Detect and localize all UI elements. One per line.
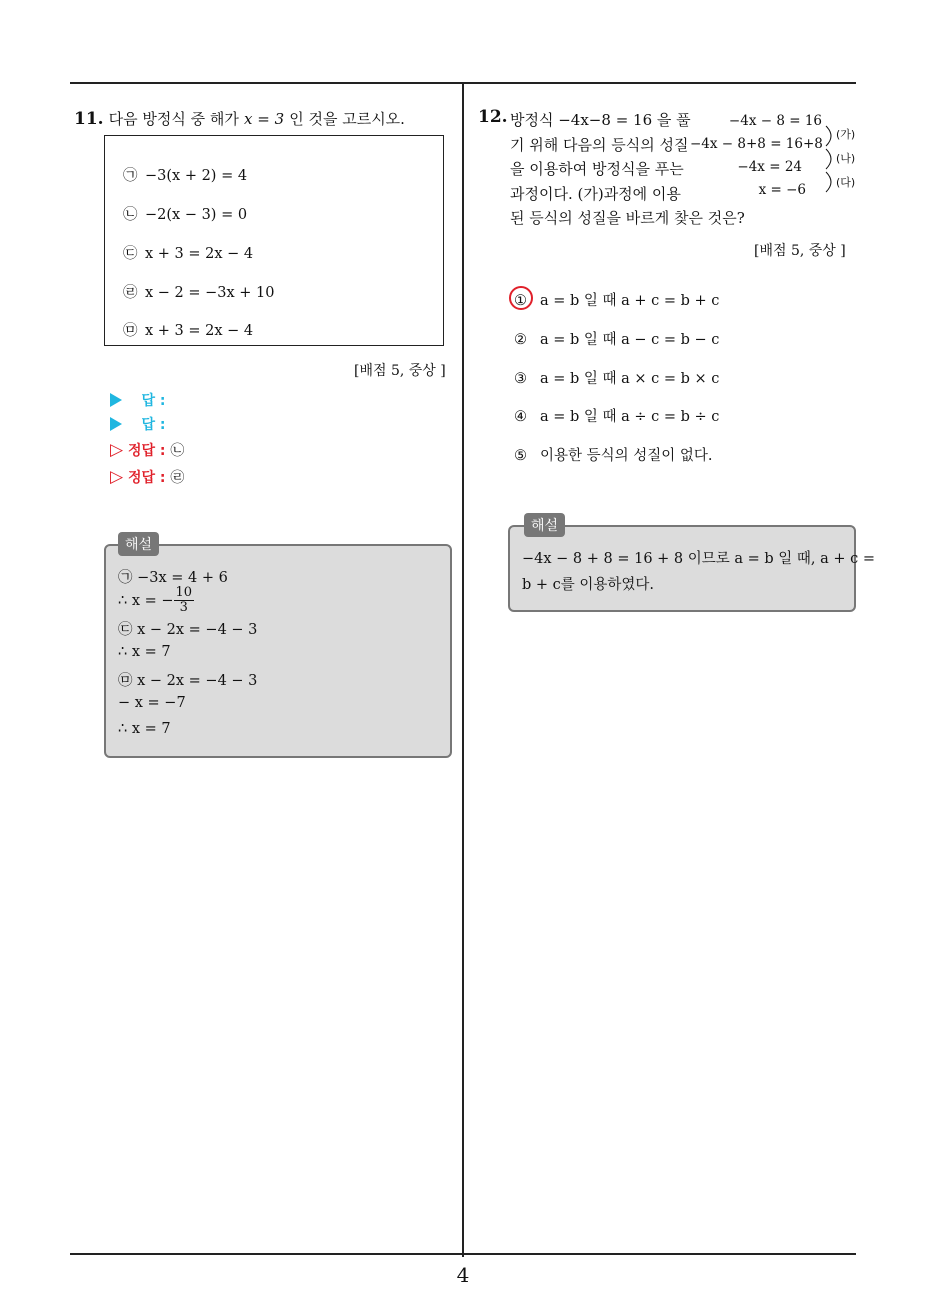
q11-prompt-after: 인 것을 고르시오. <box>289 110 405 128</box>
q11-exp-line: ∴ x = 7 <box>118 644 171 660</box>
q12-choice[interactable]: ④ a = b 일 때 a ÷ c = b ÷ c <box>514 409 720 425</box>
q11-answer-row: 답 : <box>110 390 166 410</box>
q11-item: ㉤ x + 3 = 2x − 4 <box>123 323 254 339</box>
q12-choice[interactable]: ③ a = b 일 때 a × c = b × c <box>514 371 720 387</box>
q12-explanation-tag: 해설 <box>524 513 565 537</box>
q12-exp-line: b + c를 이용하였다. <box>522 577 655 593</box>
q11-exp-line: ∴ x = − $\frac{10}{3}$ <box>118 585 193 616</box>
q11-item: ㉢ x + 3 = 2x − 4 <box>123 246 254 262</box>
q12-step: −4x = 24 <box>737 159 802 175</box>
q11-item: ㉣ x − 2 = −3x + 10 <box>123 285 275 301</box>
q11-prompt-math: x = 3 <box>244 110 285 128</box>
q11-exp-line: ㉤ x − 2x = −4 − 3 <box>118 673 258 689</box>
q11-answer-row: 답 : <box>110 414 166 434</box>
q11-correct-row: ▷ 정답 : ㉣ <box>110 467 185 487</box>
q12-choice[interactable]: ⑤ 이용한 등식의 성질이 없다. <box>514 448 713 464</box>
q11-exp-line: − x = −7 <box>118 695 186 711</box>
q11-correct-row: ▷ 정답 : ㉡ <box>110 440 185 460</box>
q12-step: x = −6 <box>758 182 806 198</box>
q12-step: −4x − 8+8 = 16+8 <box>690 136 823 152</box>
q11-header <box>74 108 405 129</box>
q11-exp-line: ㉢ x − 2x = −4 − 3 <box>118 622 258 638</box>
q11-item: ㉡ −2(x − 3) = 0 <box>123 207 248 223</box>
q12-score: [배점 5, 중상 ] <box>754 243 846 259</box>
q11-exp-line: ㉠ −3x = 4 + 6 <box>118 570 228 586</box>
q12-step-label: (다) <box>836 176 856 189</box>
q12-number: 12. <box>478 107 508 127</box>
q11-explanation-tag: 해설 <box>118 532 159 556</box>
q11-item: ㉠ −3(x + 2) = 4 <box>123 168 248 184</box>
outline-triangle-icon: ▷ <box>110 467 124 487</box>
q12-steps <box>690 113 822 205</box>
q12-choice[interactable]: ① a = b 일 때 a + c = b + c <box>514 293 720 309</box>
q11-prompt-before: 다음 방정식 중 해가 <box>108 110 239 128</box>
q11-options-box <box>104 135 444 346</box>
q11-score: [배점 5, 중상 ] <box>354 363 446 379</box>
q12-step-label: (가) <box>836 128 856 141</box>
fraction: $\frac{10}{3}$ <box>175 585 193 616</box>
q12-text: 방정식 −4x−8 = 16 을 풀 기 위해 다음의 등식의 성질 을 이용하여 방정식을 푸는 과정이다. (가)과정에 이용 된 등식의 성질을 바르게 찾은 것은? <box>510 111 745 227</box>
page-number: 4 <box>456 1263 470 1287</box>
q12-step: −4x − 8 = 16 <box>728 113 822 129</box>
q11-number: 11. <box>74 109 104 129</box>
column-divider <box>462 82 464 1257</box>
q11-explanation-box <box>104 544 452 758</box>
play-triangle-icon <box>110 393 122 407</box>
bottom-rule <box>70 1253 856 1255</box>
q12-step-label: (나) <box>836 152 856 165</box>
outline-triangle-icon: ▷ <box>110 440 124 460</box>
play-triangle-icon <box>110 417 122 431</box>
q11-exp-line: ∴ x = 7 <box>118 721 171 737</box>
q12-explanation-box <box>508 525 876 612</box>
q12-choice[interactable]: ② a = b 일 때 a − c = b − c <box>514 332 720 348</box>
q12-exp-line: −4x − 8 + 8 = 16 + 8 이므로 a = b 일 때, a + c = <box>522 551 876 567</box>
